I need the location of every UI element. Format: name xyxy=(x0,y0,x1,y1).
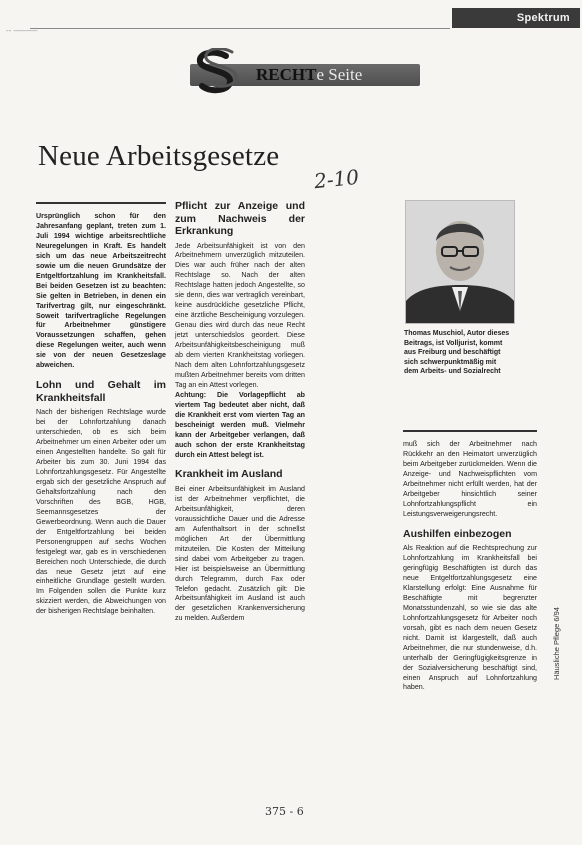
right-column xyxy=(403,440,537,693)
column-rule-right xyxy=(403,430,537,432)
section-body: Jede Arbeitsunfähigkeit ist von den Arbeitnehmern unverzüglich mitzuteilen. Dies war auch früher nach der alten Rechtslage so. Nach der alten Rechtslage hatten jedoch Angestellte, so sie denn, dies war vertraglich vereinbart, keine ausdrückliche gesetzliche Pflicht, eine ärztliche Bescheinigung vorzulegen. Genau dies wird durch das neue Recht jetzt unterschiedslos geordert. Diese Arbeitsunfähigkeitsbescheinigung muß ab dem vierten Krankheitstag vorliegen. Nach dem alten Lohnfortzahlungsgesetz mußten Arbeitnehmer bereits vom dritten Tag an ein Attest vorlegen. xyxy=(175,241,305,389)
emphasis-paragraph: Achtung: Die Vorlagepflicht ab viertem Tag bedeutet aber nicht, daß die Krankheit erst vom vierten Tag an bescheinigt werden muß. Vielmehr kann der Arbeitgeber verlangen, daß auch schon der erste Krankheitstag durch ein Attest belegt ist. xyxy=(175,390,305,459)
lead-paragraph: Ursprünglich schon für den Jahresanfang geplant, treten zum 1. Juli 1994 wichtige arbeitsrechtliche Neuregelungen in Kraft. Es handelt sich um das neue Arbeitszeitrecht sowie um die neuen Grundsätze der Entgeltfortzahlung im Krankheitsfall. Bei beiden Gesetzen ist zu beachten: Sie gelten in Betrieben, in denen ein Tarifvertrag gilt, nur eingeschränkt. Soweit tarifvertragliche Regelungen für Arbeitnehmer günstigere Voraussetzungen schaffen, gehen diese Regelungen weiter, auch wenn sie von der neuen Gesetzeslage abweichen. xyxy=(36,212,166,370)
section-heading: Lohn und Gehalt im Krankheitsfall xyxy=(36,379,166,404)
top-rule xyxy=(30,28,450,29)
section-body: Als Reaktion auf die Rechtsprechung zur Lohnfortzahlung im Krankheitsfall bei geringfügig Beschäftigten ist durch das neue Entgeltfortzahlungsgesetz eine Klarstellung erfolgt: Eine Ausnahme für Beschäftigte mit begrenzter Monatsstundenzahl, so wie sie das alte Lohnfortzahlungsgesetz für Arbeiter noch vorsah, gibt es nach dem neuen Gesetz nicht. Damit ist klargestellt, daß auch Arbeitnehmer, die nur stundenweise, d.h. unterhalb der Geringfügigkeitsgrenze in der Sozialversicherung beschäftigt sind, einen Anspruch auf Lohnfortzahlung haben. xyxy=(403,544,537,692)
paragraph-sign-logo xyxy=(186,48,246,94)
column-rule-left xyxy=(36,202,166,204)
column-title-part1: RECHT xyxy=(256,65,317,84)
left-column xyxy=(36,212,166,617)
source-credit: Häusliche Pflege 6/94 xyxy=(552,607,561,680)
column-title-part2: e Seite xyxy=(316,65,363,84)
scan-marks: -- ——— xyxy=(6,26,38,35)
section-body: Nach der bisherigen Rechtslage wurde bei der Lohnfortzahlung danach unterschieden, ob es sich beim Arbeitnehmer um einen Arbeiter oder um einen Angestellten handelte. So galt für Arbeiter bis zum 30. Juni 1994 das Lohnfortzahlungsgesetz. Für Angestellte ergab sich der gesetzliche Anspruch auf Gehaltsfortzahlung nach den Vorschriften des BGB, HGB, Seemannsgesetzes der Gewerbeordnung. Wenn auch die Dauer der Entgeltfortzahlung bei beiden Personengruppen auf sechs Wochen festgelegt war, gab es in verschiedenen Bereichen noch Unterschiede, die durch das neue Gesetz jetzt auf eine einheitliche Grundlage gestellt wurden. Im Folgenden sollen die Punkte kurz skizziert werden, die Abweichungen von der bisherigen Rechtslage beinhalten. xyxy=(36,408,166,616)
section-heading: Krankheit im Ausland xyxy=(175,468,283,481)
article-headline: Neue Arbeitsgesetze xyxy=(38,140,280,172)
author-photo xyxy=(405,200,515,324)
section-body: muß sich der Arbeitnehmer nach Rückkehr an den Heimatort unverzüglich beim Arbeitgeber zurückmelden. Wenn die Anzeige- und Nachweispflichten vom Arbeitnehmer nicht erfüllt werden, hat der Arbeitgeber hinsichtlich seiner Lohnfortzahlungspflicht ein Leistungsverweigerungsrecht. xyxy=(403,440,537,518)
section-heading: Aushilfen einbezogen xyxy=(403,527,512,540)
author-caption: Thomas Muschiol, Autor dieses Beitrags, ist Volljurist, kommt aus Freiburg und beschäftigt sich schwerpunktmäßig mit dem Arbeits- und Sozialrecht xyxy=(404,330,510,376)
page-number: 375 - 6 xyxy=(265,805,304,818)
middle-column xyxy=(175,200,305,624)
section-body: Bei einer Arbeitsunfähigkeit im Ausland ist der Arbeitnehmer verpflichtet, die Arbeitsunfähigkeit, deren voraussichtliche Dauer und die Adresse am Aufenthaltsort in der schnellst möglichen Art der Übermittlung mitzuteilen. Die Kosten der Mitteilung sind dabei vom Arbeitgeber zu tragen. Hier ist beispielsweise an Übermittlung durch Telegramm, durch Fax oder Telefon gedacht. Zusätzlich gilt: Die Arbeitsunfähigkeit im Ausland ist auch der gesetzlichen Krankenversicherung zu melden. Außerdem xyxy=(175,484,305,623)
section-heading: Pflicht zur Anzeige und zum Nachweis der Erkrankung xyxy=(175,200,305,237)
section-tag: Spektrum xyxy=(452,8,580,28)
handwritten-note: 2-10 xyxy=(312,164,361,194)
author-portrait-image xyxy=(406,201,514,323)
column-title xyxy=(256,65,362,85)
